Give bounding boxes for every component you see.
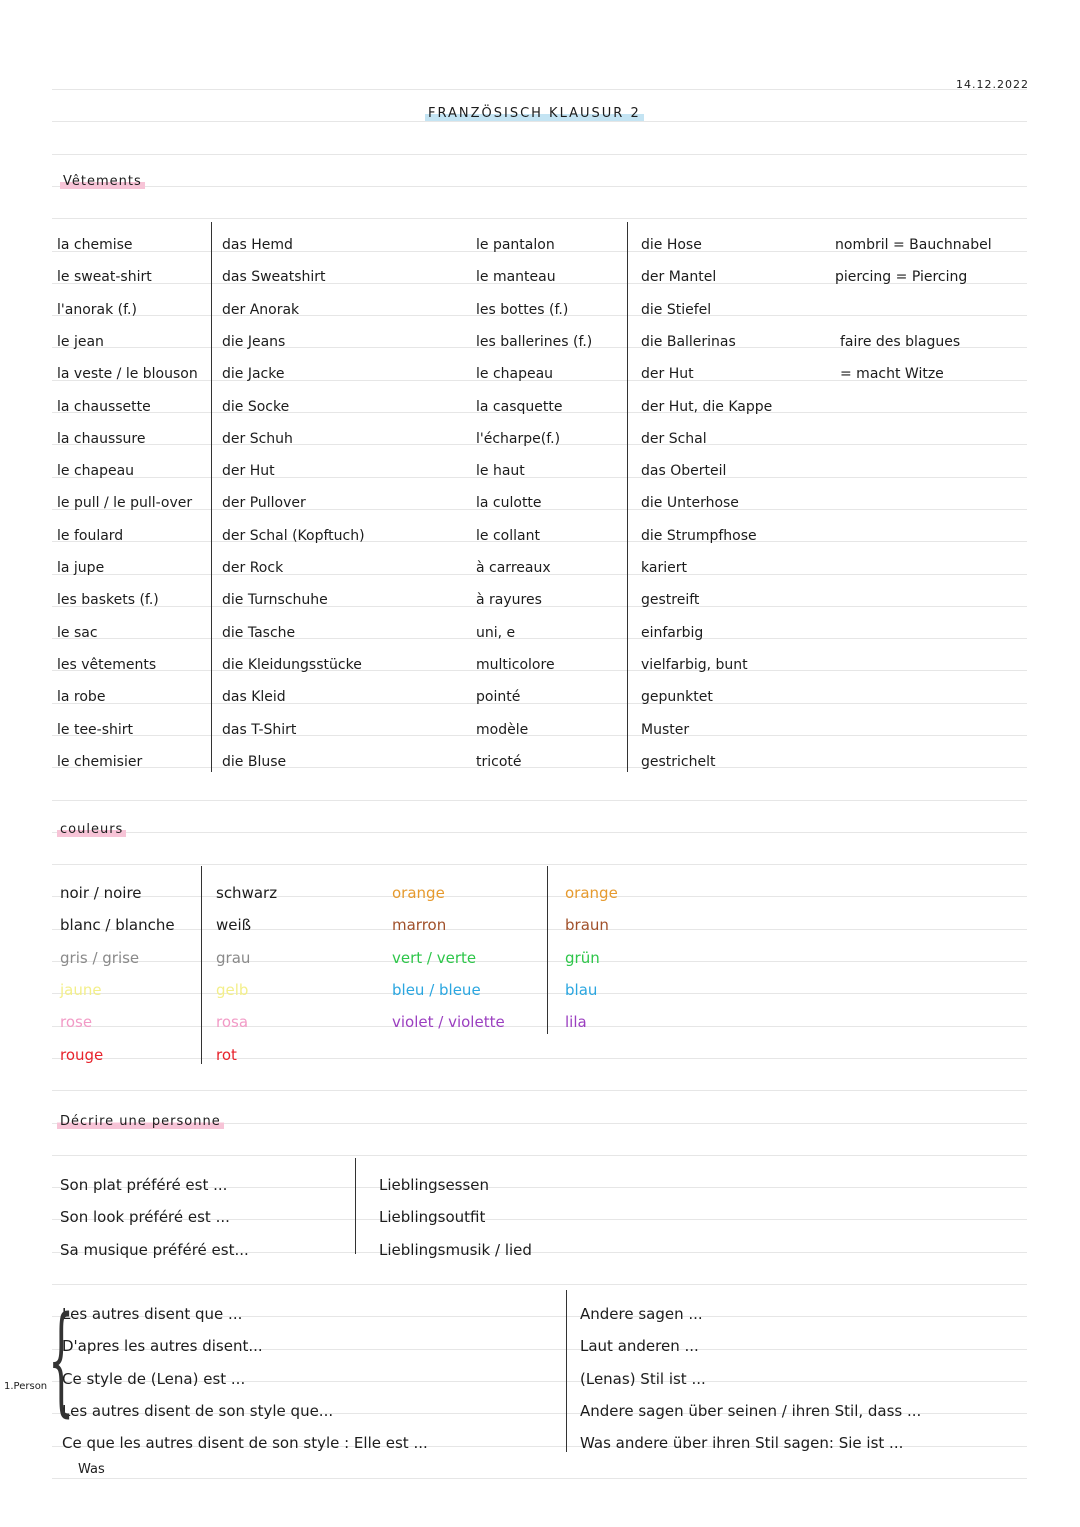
vetements-right-fr: le manteau: [476, 269, 556, 285]
ruled-line: [52, 1284, 1027, 1285]
color-de: schwarz: [216, 884, 278, 902]
vetements-left-de: der Hut: [222, 463, 275, 479]
vetements-note: faire des blagues: [840, 334, 961, 350]
ruled-line: [52, 961, 1027, 962]
vetements-right-de: die Ballerinas: [641, 334, 736, 350]
vetements-divider-left: [211, 222, 212, 772]
color-fr: rose: [60, 1013, 93, 1031]
color-de: grün: [565, 949, 600, 967]
section-heading-vetements: Vêtements: [60, 171, 145, 191]
phrase-fr: Les autres disent de son style que...: [62, 1402, 334, 1420]
vetements-left-de: der Rock: [222, 560, 284, 576]
vetements-note: piercing = Piercing: [835, 269, 968, 285]
vetements-right-de: die Strumpfhose: [641, 528, 757, 544]
vetements-left-fr: la jupe: [57, 560, 105, 576]
color-fr: violet / violette: [392, 1013, 505, 1031]
side-label: 1.Person: [4, 1381, 48, 1392]
ruled-line: [52, 767, 1027, 768]
color-fr: jaune: [60, 981, 102, 999]
section-heading-couleurs: couleurs: [57, 819, 126, 839]
vetements-left-de: die Socke: [222, 399, 290, 415]
vetements-right-fr: l'écharpe(f.): [476, 431, 561, 447]
vetements-left-de: das Hemd: [222, 237, 293, 253]
vetements-left-de: der Schal (Kopftuch): [222, 528, 365, 544]
couleurs-divider-left: [201, 866, 202, 1064]
color-de: rot: [216, 1046, 237, 1064]
vetements-right-de: die Unterhose: [641, 495, 739, 511]
ruled-line: [52, 703, 1027, 704]
color-fr: blanc / blanche: [60, 916, 175, 934]
vetements-right-de: der Hut, die Kappe: [641, 399, 773, 415]
vetements-left-fr: le tee-shirt: [57, 722, 134, 738]
vetements-left-fr: l'anorak (f.): [57, 302, 137, 318]
decrire-fr: Son look préféré est ...: [60, 1208, 230, 1226]
ruled-line: [52, 1478, 1027, 1479]
decrire-fr: Son plat préféré est ...: [60, 1176, 228, 1194]
color-de: braun: [565, 916, 609, 934]
vetements-left-fr: le foulard: [57, 528, 124, 544]
vetements-left-fr: le sweat-shirt: [57, 269, 152, 285]
brace-icon: {: [48, 1290, 75, 1428]
color-fr: marron: [392, 916, 447, 934]
ruled-line: [52, 993, 1027, 994]
vetements-left-de: die Jeans: [222, 334, 286, 350]
ruled-line: [52, 638, 1027, 639]
vetements-left-de: die Tasche: [222, 625, 296, 641]
decrire-de: Lieblingsoutfit: [379, 1208, 486, 1226]
vetements-right-de: einfarbig: [641, 625, 704, 641]
vetements-right-de: die Stiefel: [641, 302, 712, 318]
decrire-fr: Sa musique préféré est...: [60, 1241, 249, 1259]
ruled-line: [52, 154, 1027, 155]
vetements-divider-right: [627, 222, 628, 772]
vetements-left-de: die Jacke: [222, 366, 285, 382]
vetements-left-de: der Schuh: [222, 431, 293, 447]
decrire-divider: [355, 1158, 356, 1254]
vetements-right-fr: le collant: [476, 528, 540, 544]
phrase-fr: Ce style de (Lena) est ...: [62, 1370, 246, 1388]
vetements-right-fr: les bottes (f.): [476, 302, 569, 318]
vetements-right-de: gepunktet: [641, 689, 713, 705]
vetements-right-de: gestreift: [641, 592, 700, 608]
vetements-left-de: die Bluse: [222, 754, 287, 770]
ruled-line: [52, 186, 1027, 187]
color-de: blau: [565, 981, 598, 999]
vetements-left-de: das Sweatshirt: [222, 269, 326, 285]
vetements-right-de: das Oberteil: [641, 463, 727, 479]
vetements-right-fr: modèle: [476, 722, 529, 738]
vetements-left-de: das Kleid: [222, 689, 286, 705]
under-note: Was: [78, 1462, 105, 1477]
phrase-fr: Les autres disent que ...: [62, 1305, 243, 1323]
vetements-note: = macht Witze: [840, 366, 944, 382]
color-fr: bleu / bleue: [392, 981, 481, 999]
ruled-line: [52, 864, 1027, 865]
color-de: weiß: [216, 916, 252, 934]
vetements-right-fr: le haut: [476, 463, 525, 479]
section-heading-decrire: Décrire une personne: [57, 1111, 224, 1131]
vetements-right-fr: tricoté: [476, 754, 522, 770]
phrase-de: Andere sagen ...: [580, 1305, 703, 1323]
ruled-line: [52, 929, 1027, 930]
phrases-divider: [566, 1290, 567, 1452]
vetements-right-de: Muster: [641, 722, 690, 738]
color-de: lila: [565, 1013, 587, 1031]
ruled-line: [52, 1155, 1027, 1156]
vetements-right-fr: à rayures: [476, 592, 542, 608]
color-fr: orange: [392, 884, 445, 902]
vetements-left-de: das T-Shirt: [222, 722, 297, 738]
vetements-right-fr: le pantalon: [476, 237, 555, 253]
vetements-left-fr: le chapeau: [57, 463, 135, 479]
vetements-left-fr: la chaussette: [57, 399, 151, 415]
vetements-left-fr: la chemise: [57, 237, 133, 253]
vetements-right-de: kariert: [641, 560, 687, 576]
vetements-left-de: die Turnschuhe: [222, 592, 328, 608]
color-fr: gris / grise: [60, 949, 140, 967]
color-de: gelb: [216, 981, 249, 999]
vetements-right-de: gestrichelt: [641, 754, 716, 770]
phrase-de: Was andere über ihren Stil sagen: Sie ist ...: [580, 1434, 904, 1452]
vetements-right-fr: à carreaux: [476, 560, 551, 576]
color-fr: noir / noire: [60, 884, 142, 902]
ruled-line: [52, 121, 1027, 122]
vetements-left-fr: la robe: [57, 689, 106, 705]
color-fr: rouge: [60, 1046, 104, 1064]
decrire-de: Lieblingsmusik / lied: [379, 1241, 532, 1259]
vetements-right-de: der Hut: [641, 366, 694, 382]
vetements-note: nombril = Bauchnabel: [835, 237, 992, 253]
vetements-left-de: der Anorak: [222, 302, 300, 318]
ruled-line: [52, 896, 1027, 897]
color-de: orange: [565, 884, 618, 902]
vetements-right-de: der Mantel: [641, 269, 717, 285]
vetements-right-de: der Schal: [641, 431, 707, 447]
vetements-left-fr: les vêtements: [57, 657, 157, 673]
vetements-right-fr: le chapeau: [476, 366, 554, 382]
vetements-right-fr: uni, e: [476, 625, 516, 641]
ruled-line: [52, 1090, 1027, 1091]
vetements-left-fr: le pull / le pull-over: [57, 495, 193, 511]
vetements-right-de: vielfarbig, bunt: [641, 657, 748, 673]
ruled-line: [52, 800, 1027, 801]
ruled-line: [52, 735, 1027, 736]
page-title: FRANZÖSISCH KLAUSUR 2: [425, 106, 644, 121]
couleurs-divider-right: [547, 866, 548, 1034]
vetements-right-de: die Hose: [641, 237, 702, 253]
color-de: rosa: [216, 1013, 249, 1031]
phrase-de: (Lenas) Stil ist ...: [580, 1370, 706, 1388]
vetements-right-fr: la culotte: [476, 495, 542, 511]
phrase-de: Andere sagen über seinen / ihren Stil, dass ...: [580, 1402, 922, 1420]
decrire-de: Lieblingsessen: [379, 1176, 490, 1194]
ruled-line: [52, 1058, 1027, 1059]
vetements-left-fr: les baskets (f.): [57, 592, 159, 608]
vetements-left-de: die Kleidungsstücke: [222, 657, 362, 673]
vetements-right-fr: la casquette: [476, 399, 563, 415]
color-de: grau: [216, 949, 251, 967]
phrase-fr: Ce que les autres disent de son style : Elle est ...: [62, 1434, 428, 1452]
vetements-left-fr: la chaussure: [57, 431, 146, 447]
ruled-line: [52, 832, 1027, 833]
phrase-de: Laut anderen ...: [580, 1337, 699, 1355]
phrase-fr: D'apres les autres disent...: [62, 1337, 263, 1355]
ruled-line: [52, 89, 1027, 90]
vetements-right-fr: multicolore: [476, 657, 555, 673]
vetements-left-fr: le jean: [57, 334, 104, 350]
ruled-line: [52, 477, 1027, 478]
vetements-left-fr: la veste / le blouson: [57, 366, 198, 382]
vetements-left-de: der Pullover: [222, 495, 306, 511]
vetements-right-fr: les ballerines (f.): [476, 334, 593, 350]
vetements-right-fr: pointé: [476, 689, 521, 705]
ruled-line: [52, 1026, 1027, 1027]
color-fr: vert / verte: [392, 949, 477, 967]
vetements-left-fr: le chemisier: [57, 754, 143, 770]
date: 14.12.2022: [956, 78, 1029, 91]
ruled-line: [52, 218, 1027, 219]
vetements-left-fr: le sac: [57, 625, 98, 641]
